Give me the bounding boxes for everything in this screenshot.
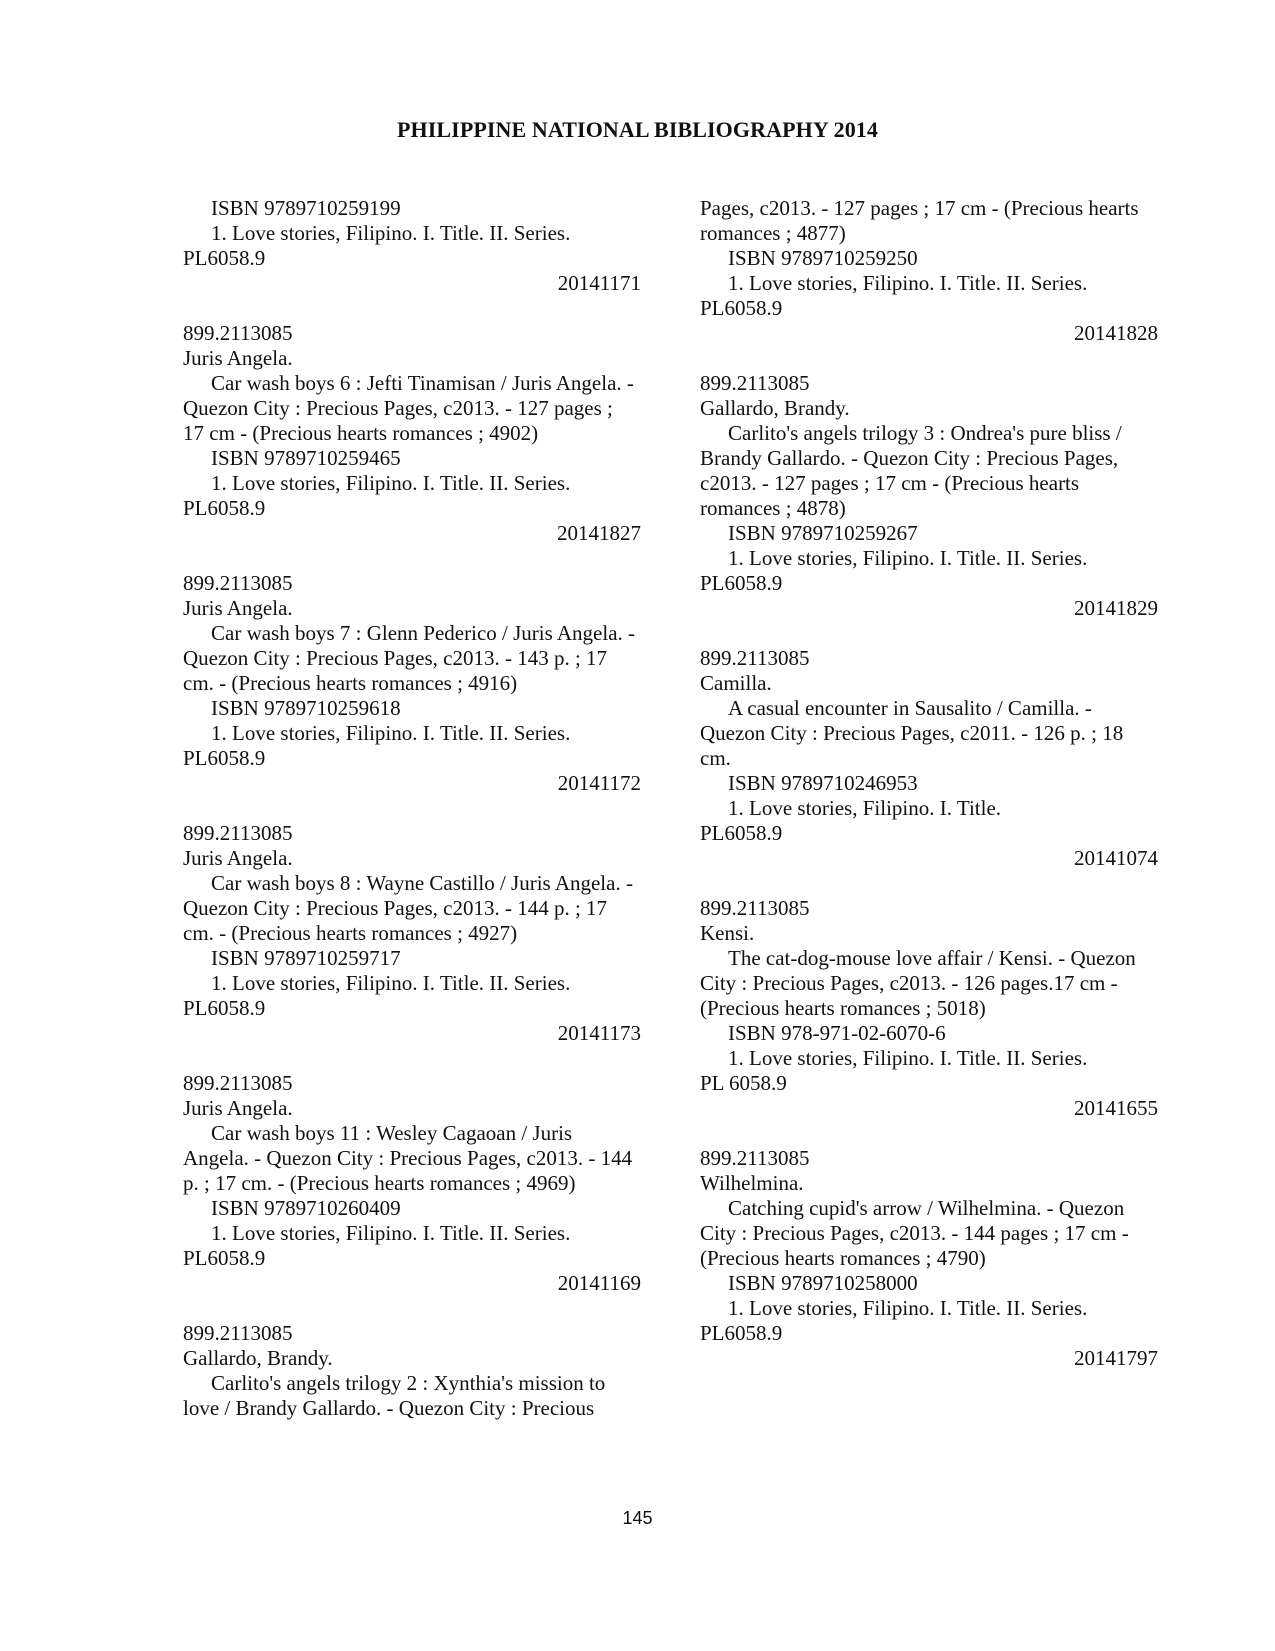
- entry-separator: [700, 621, 1168, 646]
- left-column: [183, 196, 651, 1421]
- entry-line: Carlito's angels trilogy 3 : Ondrea's pure bliss /: [728, 421, 1122, 445]
- entry-line: PL 6058.9: [700, 1071, 787, 1095]
- entry-line: PL6058.9: [183, 746, 266, 770]
- entry-line: PL6058.9: [183, 996, 266, 1020]
- entry-line: p. ; 17 cm. - (Precious hearts romances ; 4969): [183, 1171, 576, 1195]
- accession-number: 20141655: [1074, 1096, 1158, 1120]
- entry-line: Car wash boys 8 : Wayne Castillo / Juris Angela. -: [211, 871, 633, 895]
- entry-line: ISBN 9789710258000: [728, 1271, 918, 1295]
- entry-line: Juris Angela.: [183, 346, 293, 370]
- entry-line: Juris Angela.: [183, 1096, 293, 1120]
- entry-line: Wilhelmina.: [700, 1171, 804, 1195]
- entry-line: 899.2113085: [183, 1321, 293, 1345]
- accession-number: 20141172: [557, 771, 641, 795]
- entry-line: (Precious hearts romances ; 4790): [700, 1246, 986, 1270]
- entry-line: 899.2113085: [700, 896, 810, 920]
- accession-number: 20141169: [557, 1271, 641, 1295]
- entry-line: ISBN 9789710260409: [211, 1196, 401, 1220]
- entry-line: Juris Angela.: [183, 596, 293, 620]
- entry-separator: [183, 296, 651, 321]
- entry-line: PL6058.9: [700, 296, 783, 320]
- entry-line: 1. Love stories, Filipino. I. Title. II. Series.: [211, 1221, 571, 1245]
- entry-line: PL6058.9: [183, 1246, 266, 1270]
- entry-separator: [700, 346, 1168, 371]
- entry-line: Quezon City : Precious Pages, c2013. - 143 p. ; 17: [183, 646, 608, 670]
- entry-line: City : Precious Pages, c2013. - 144 pages ; 17 cm -: [700, 1221, 1129, 1245]
- entry-separator: [183, 1296, 651, 1321]
- entry-line: PL6058.9: [700, 821, 783, 845]
- entry-line: ISBN 9789710246953: [728, 771, 918, 795]
- entry-line: cm. - (Precious hearts romances ; 4927): [183, 921, 518, 945]
- entry-line: 899.2113085: [183, 321, 293, 345]
- entry-line: Quezon City : Precious Pages, c2011. - 126 p. ; 18: [700, 721, 1124, 745]
- entry-separator: [700, 871, 1168, 896]
- entry-line: 899.2113085: [183, 1071, 293, 1095]
- entry-line: 1. Love stories, Filipino. I. Title. II. Series.: [211, 221, 571, 245]
- entry-line: PL6058.9: [183, 246, 266, 270]
- entry-line: PL6058.9: [700, 571, 783, 595]
- entry-line: 1. Love stories, Filipino. I. Title. II. Series.: [728, 546, 1088, 570]
- entry-line: The cat-dog-mouse love affair / Kensi. - Quezon: [728, 946, 1136, 970]
- accession-number: 20141828: [1074, 321, 1158, 345]
- entry-line: Carlito's angels trilogy 2 : Xynthia's mission to: [211, 1371, 606, 1395]
- entry-separator: [700, 1121, 1168, 1146]
- entry-line: (Precious hearts romances ; 5018): [700, 996, 986, 1020]
- entry-line: Quezon City : Precious Pages, c2013. - 127 pages ;: [183, 396, 613, 420]
- entry-line: 899.2113085: [700, 371, 810, 395]
- entry-line: cm. - (Precious hearts romances ; 4916): [183, 671, 518, 695]
- entry-line: 899.2113085: [700, 1146, 810, 1170]
- entry-line: Car wash boys 11 : Wesley Cagaoan / Juris: [211, 1121, 573, 1145]
- entry-line: Juris Angela.: [183, 846, 293, 870]
- entry-separator: [183, 546, 651, 571]
- entry-line: love / Brandy Gallardo. - Quezon City : Precious: [183, 1396, 595, 1420]
- accession-number: 20141797: [1074, 1346, 1158, 1370]
- entry-line: 899.2113085: [183, 821, 293, 845]
- entry-line: 1. Love stories, Filipino. I. Title. II. Series.: [211, 721, 571, 745]
- entry-line: 1. Love stories, Filipino. I. Title. II. Series.: [211, 471, 571, 495]
- entry-line: Angela. - Quezon City : Precious Pages, c2013. - 144: [183, 1146, 633, 1170]
- page-number: 145: [622, 1508, 653, 1528]
- entry-line: Brandy Gallardo. - Quezon City : Precious Pages,: [700, 446, 1119, 470]
- entry-line: PL6058.9: [700, 1321, 783, 1345]
- right-column: [700, 196, 1168, 1371]
- accession-number: 20141173: [557, 1021, 641, 1045]
- entry-separator: [183, 1046, 651, 1071]
- accession-number: 20141171: [557, 271, 641, 295]
- accession-number: 20141827: [557, 521, 641, 545]
- entry-line: 1. Love stories, Filipino. I. Title. II. Series.: [728, 271, 1088, 295]
- entry-line: A casual encounter in Sausalito / Camilla. -: [728, 696, 1092, 720]
- entry-line: Gallardo, Brandy.: [183, 1346, 333, 1370]
- entry-line: 899.2113085: [700, 646, 810, 670]
- entry-line: romances ; 4878): [700, 496, 846, 520]
- accession-number: 20141829: [1074, 596, 1158, 620]
- entry-line: ISBN 978-971-02-6070-6: [728, 1021, 946, 1045]
- entry-line: Kensi.: [700, 921, 755, 945]
- entry-line: 1. Love stories, Filipino. I. Title.: [728, 796, 1002, 820]
- entry-line: c2013. - 127 pages ; 17 cm - (Precious hearts: [700, 471, 1080, 495]
- entry-line: Catching cupid's arrow / Wilhelmina. - Quezon: [728, 1196, 1125, 1220]
- entry-line: Car wash boys 6 : Jefti Tinamisan / Juris Angela. -: [211, 371, 634, 395]
- accession-number: 20141074: [1074, 846, 1158, 870]
- entry-line: City : Precious Pages, c2013. - 126 pages.17 cm -: [700, 971, 1118, 995]
- entry-line: 899.2113085: [183, 571, 293, 595]
- entry-line: cm.: [700, 746, 731, 770]
- entry-line: 1. Love stories, Filipino. I. Title. II. Series.: [728, 1046, 1088, 1070]
- entry-line: 1. Love stories, Filipino. I. Title. II. Series.: [728, 1296, 1088, 1320]
- page-title: PHILIPPINE NATIONAL BIBLIOGRAPHY 2014: [396, 117, 879, 142]
- entry-line: Car wash boys 7 : Glenn Pederico / Juris Angela. -: [211, 621, 636, 645]
- entry-line: ISBN 9789710259267: [728, 521, 918, 545]
- entry-line: 1. Love stories, Filipino. I. Title. II. Series.: [211, 971, 571, 995]
- entry-line: ISBN 9789710259465: [211, 446, 401, 470]
- entry-line: ISBN 9789710259199: [211, 196, 401, 220]
- entry-line: 17 cm - (Precious hearts romances ; 4902): [183, 421, 539, 445]
- entry-line: ISBN 9789710259618: [211, 696, 401, 720]
- entry-line: Camilla.: [700, 671, 772, 695]
- entry-line: Pages, c2013. - 127 pages ; 17 cm - (Precious hearts: [700, 196, 1139, 220]
- entry-line: PL6058.9: [183, 496, 266, 520]
- entry-line: ISBN 9789710259717: [211, 946, 401, 970]
- entry-line: Quezon City : Precious Pages, c2013. - 144 p. ; 17: [183, 896, 608, 920]
- entry-line: romances ; 4877): [700, 221, 846, 245]
- entry-separator: [183, 796, 651, 821]
- entry-line: ISBN 9789710259250: [728, 246, 918, 270]
- entry-line: Gallardo, Brandy.: [700, 396, 850, 420]
